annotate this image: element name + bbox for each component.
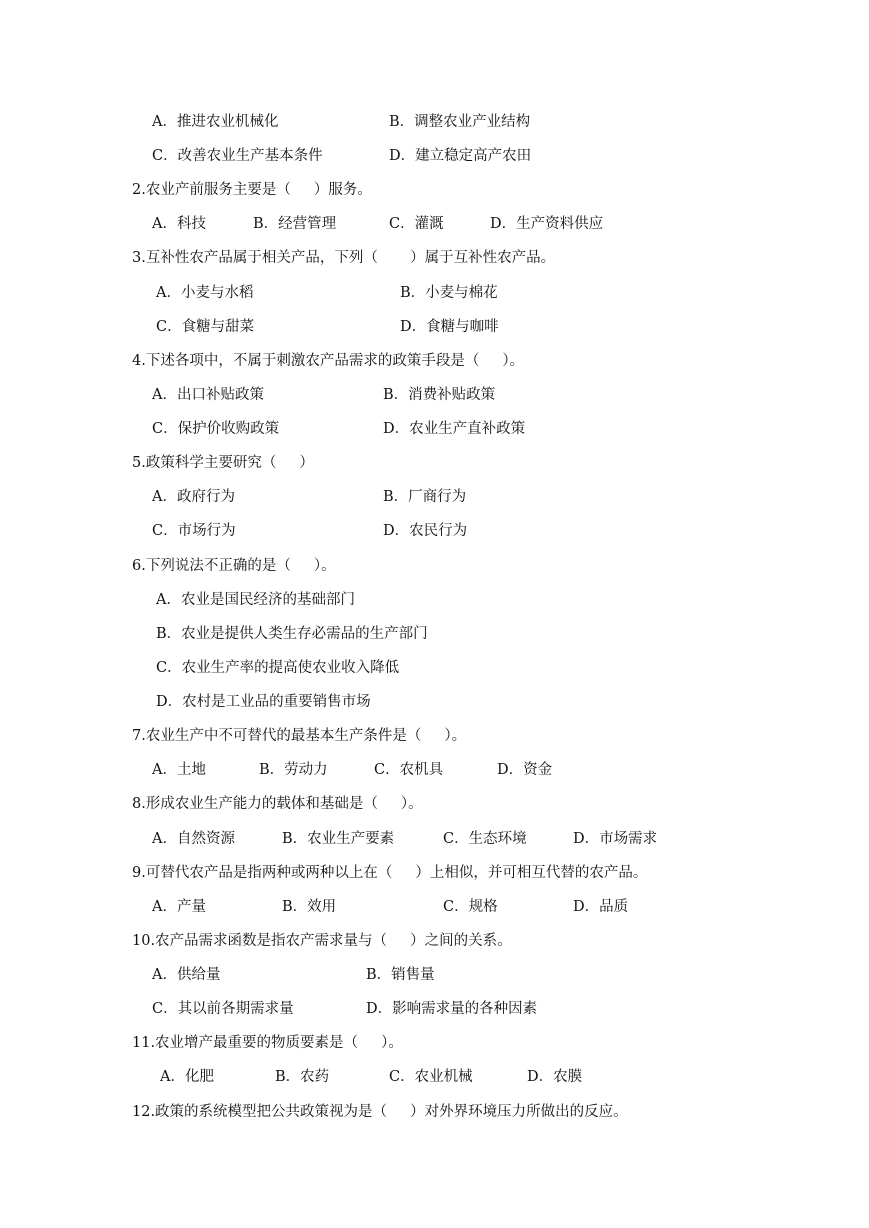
q5-option-d: D．农民行为 [383, 523, 468, 539]
q10-option-a: A．供给量 [152, 967, 221, 983]
q7-stem: 7.农业生产中不可替代的最基本生产条件是（ ）。 [132, 728, 467, 744]
q1-option-a: A．推进农业机械化 [152, 114, 279, 130]
q1-option-c: C．改善农业生产基本条件 [152, 148, 323, 164]
q9-option-a: A．产量 [152, 899, 206, 915]
q8-option-a: A．自然资源 [152, 831, 235, 847]
q8-option-b: B．农业生产要素 [282, 831, 395, 847]
q4-option-b: B．消费补贴政策 [383, 387, 496, 403]
q11-option-a: A．化肥 [160, 1069, 214, 1085]
q7-option-c: C．农机具 [374, 762, 444, 778]
q10-option-b: B．销售量 [366, 967, 435, 983]
q2-stem: 2.农业产前服务主要是（ ）服务。 [132, 182, 372, 198]
q7-option-d: D．资金 [497, 762, 553, 778]
q11-option-c: C．农业机械 [389, 1069, 473, 1085]
q1-option-d: D．建立稳定高产农田 [389, 148, 532, 164]
q6-option-d: D．农村是工业品的重要销售市场 [156, 694, 371, 710]
q2-option-c: C．灌溉 [389, 216, 444, 232]
q11-option-b: B．农药 [275, 1069, 330, 1085]
q5-option-c: C．市场行为 [152, 523, 236, 539]
q6-option-b: B．农业是提供人类生存必需品的生产部门 [156, 626, 428, 642]
q7-option-b: B．劳动力 [259, 762, 328, 778]
q4-option-d: D．农业生产直补政策 [383, 421, 526, 437]
q6-option-c: C．农业生产率的提高使农业收入降低 [156, 660, 400, 676]
q5-stem: 5.政策科学主要研究（ ） [132, 455, 314, 471]
q10-option-c: C．其以前各期需求量 [152, 1001, 294, 1017]
q1-option-b: B．调整农业产业结构 [389, 114, 531, 130]
q3-option-c: C．食糖与甜菜 [156, 319, 255, 335]
q8-stem: 8.形成农业生产能力的载体和基础是（ ）。 [132, 796, 423, 812]
q11-option-d: D．农膜 [527, 1069, 583, 1085]
q11-stem: 11.农业增产最重要的物质要素是（ ）。 [132, 1035, 403, 1051]
q3-stem: 3.互补性农产品属于相关产品，下列（ ）属于互补性农产品。 [132, 250, 556, 266]
q8-option-d: D．市场需求 [573, 831, 658, 847]
q10-option-d: D．影响需求量的各种因素 [366, 1001, 538, 1017]
q7-option-a: A．土地 [152, 762, 206, 778]
q3-option-b: B．小麦与棉花 [400, 285, 498, 301]
q9-option-c: C．规格 [443, 899, 498, 915]
q4-option-c: C．保护价收购政策 [152, 421, 280, 437]
q9-stem: 9.可替代农产品是指两种或两种以上在（ ）上相似，并可相互代替的农产品。 [132, 865, 648, 881]
q10-stem: 10.农产品需求函数是指农产需求量与（ ）之间的关系。 [132, 933, 512, 949]
q4-option-a: A．出口补贴政策 [152, 387, 264, 403]
q5-option-b: B．厂商行为 [383, 489, 467, 505]
q9-option-b: B．效用 [282, 899, 337, 915]
q2-option-d: D．生产资料供应 [490, 216, 604, 232]
q8-option-c: C．生态环境 [443, 831, 527, 847]
q2-option-b: B．经营管理 [253, 216, 337, 232]
q6-stem: 6.下列说法不正确的是（ ）。 [132, 558, 336, 574]
q3-option-a: A．小麦与水稻 [156, 285, 254, 301]
q4-stem: 4.下述各项中，不属于刺激农产品需求的政策手段是（ ）。 [132, 353, 525, 369]
q6-option-a: A．农业是国民经济的基础部门 [156, 592, 355, 608]
q2-option-a: A．科技 [152, 216, 206, 232]
q3-option-d: D．食糖与咖啡 [400, 319, 499, 335]
q9-option-d: D．品质 [573, 899, 629, 915]
q12-stem: 12.政策的系统模型把公共政策视为是（ ）对外界环境压力所做出的反应。 [132, 1104, 628, 1120]
q5-option-a: A．政府行为 [152, 489, 235, 505]
